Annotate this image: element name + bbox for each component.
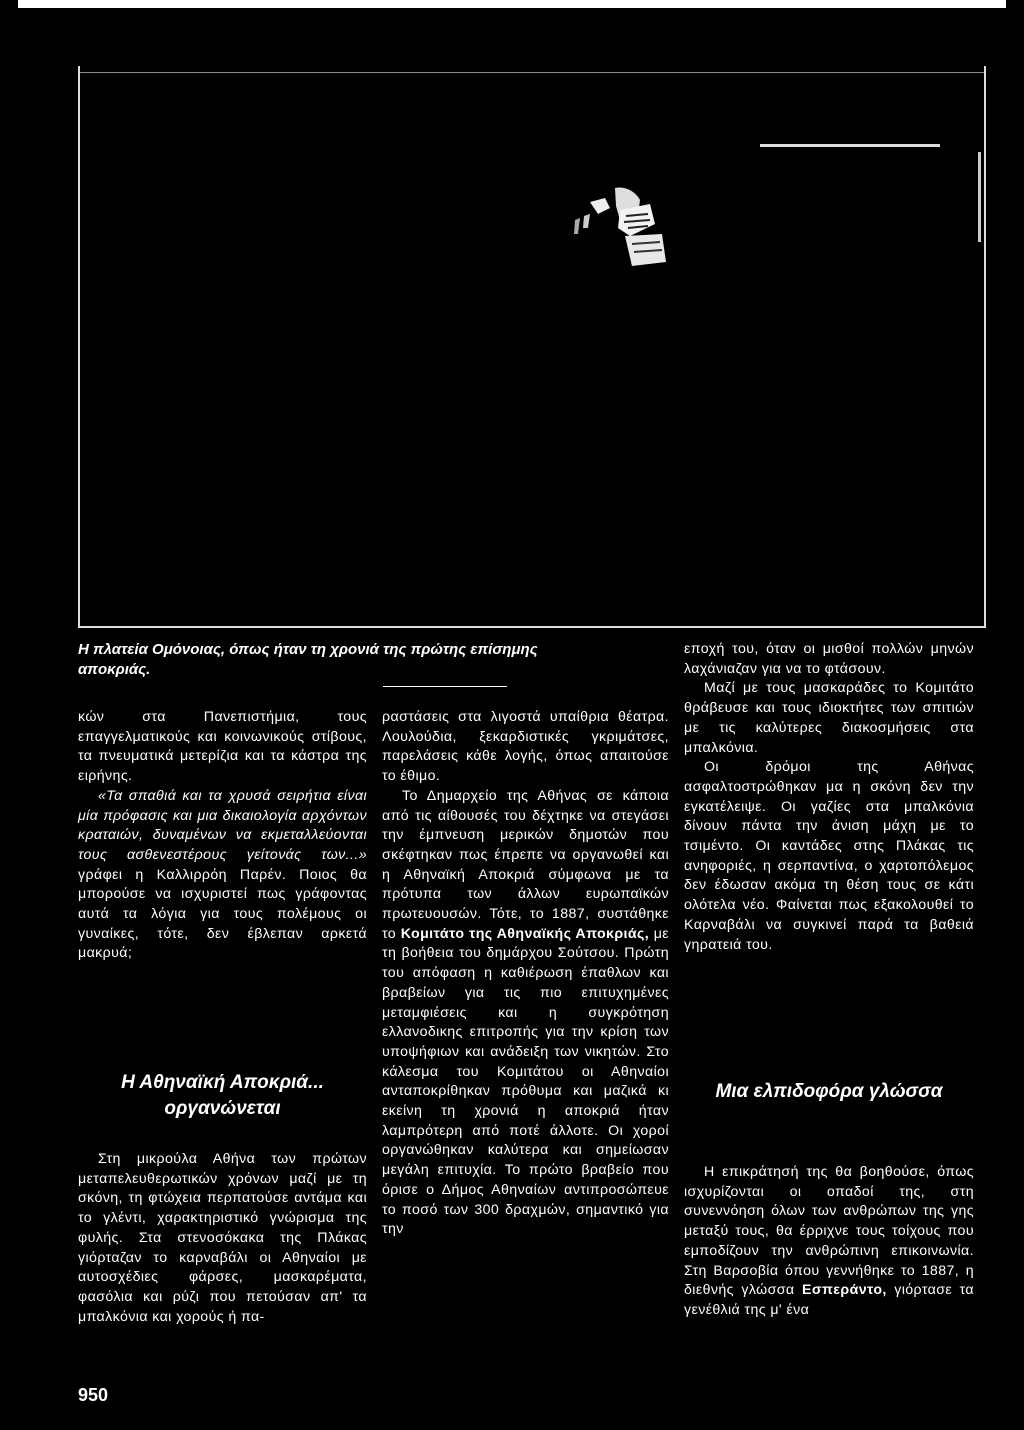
col1-paragraph-quote (78, 787, 367, 964)
page-number: 950 (78, 1385, 109, 1405)
section-heading-hopeful-language: Μια ελπιδοφόρα γλώσσα (715, 1081, 943, 1102)
photo-statue-fragment (520, 116, 680, 276)
paren-quote: «Τα σπαθιά και τα χρυσά σειρήτια είναι μία πρόφασις και μια δικαιολογία αρχόντων κραταιών, δυναμένων να εκμεταλλεύονται τους ασθενεστέρους γείτονάς των...» (78, 787, 367, 863)
col3-paragraph-3: Οι δρόμοι της Αθήνας ασφαλτοστρώθηκαν μα η σκόνη δεν την εγκατέλειψε. Οι γαζίες στα μπαλκόνια δίνουν πάντα την άνιση μάχη με το τσιμέντο. Οι καντάδες στης Πλάκας τις ανηφοριές, η σερπαντίνα, ο χαρτοπόλεμος δεν έδωσαν ακόμα τη θέση τους σε κάτι ολότελα νέο. Φαίνεται πως εξακολουθεί το Καρναβάλι να συγκινεί παρά τα βαθειά γηρατειά του. (684, 759, 974, 953)
col1-paragraph-2: Στη μικρούλα Αθήνα των πρώτων μεταπελευθερωτικών χρόνων μαζί με τη σκόνη, τη φτώχεια περπατούσε αντάμα και το γλέντι, χαρακτηριστικό γνώρισμα της φυλής. Στα στενοσόκακα της Πλάκας γιόρταζαν το καρναβάλι οι Αθηναίοι με αυτοσχέδιες φάρσες, μασκαρέματα, φασόλια και ρύζι που πετούσαν απ' τα μπαλκόνια και χορούς ή πα- (78, 1151, 367, 1325)
top-border-corner (1006, 0, 1024, 12)
committee-name: Κομιτάτο της Αθηναϊκής Αποκριάς, (400, 925, 650, 942)
quote-attribution: γράφει η Καλλιρρόη Παρέν. Ποιος θα μπορούσε να ισχυριστεί πως γράφοντας αυτά τα λόγια για τους πολέμους οι γυναίκες, τότε, δεν έβλεπαν αρκετά μακρυά; (78, 866, 367, 962)
col3-p4-start: Η επικράτησή της θα βοηθούσε, όπως ισχυρίζονται οι οπαδοί της, στη συνεννόηση όλων των ανθρώπων της γης μεταξύ τους, θα έρριχνε τους τοίχους που εμποδίζουν την ανθρώπινη επικοινωνία. Στη Βαρσοβία όπου γεννήθηκε το 1887, η διεθνής γλώσσα (684, 1164, 974, 1299)
esperanto-term: Εσπεράντο, (802, 1282, 887, 1299)
col3-p4-end: γιόρτασε τα γενέθλιά της μ' ένα (684, 1282, 975, 1318)
photo-edge-mark (978, 152, 981, 242)
photo-light-streak (760, 144, 940, 147)
historic-photo-omonoia (78, 66, 986, 628)
section-heading-athenian-carnival: Η Αθηναϊκή Αποκριά... οργανώνεται (121, 1072, 324, 1119)
col3-paragraph-1: εποχή του, όταν οι μισθοί πολλών μηνών λαχάνιαζαν για να το φτάσουν. (684, 641, 974, 677)
column-1 (78, 708, 367, 964)
top-border-bar (18, 0, 1006, 8)
column-2 (382, 708, 669, 1240)
photo-caption: Η πλατεία Ομόνοιας, όπως ήταν τη χρονιά της πρώτης επίσημης αποκριάς. (78, 641, 538, 678)
photo-top-edge (80, 72, 984, 73)
column-1-lower (78, 1150, 367, 1327)
column-3 (684, 640, 974, 955)
col1-paragraph-1: κών στα Πανεπιστήμια, τους επαγγελματικούς και κοινωνικούς στίβους, τα πνευματικά μετερίζια και τα κάστρα της ειρήνης. (78, 709, 367, 785)
top-border-strip (0, 0, 1024, 12)
caption-divider (383, 686, 507, 687)
col2-paragraph-1: ραστάσεις στα λιγοστά υπαίθρια θέατρα. Λουλούδια, ξεκαρδιστικές γκριμάτσες, παρελάσεις κάθε λογής, όπως απαιτούσε το έθιμο. (382, 709, 669, 785)
col3-paragraph-2: Μαζί με τους μασκαράδες το Κομιτάτο θράβευσε και τους ιδιοκτήτες των σπιτιών με τις καλύτερες διακοσμήσεις στα μπαλκόνια. (684, 680, 974, 756)
col2-paragraph-2 (382, 787, 669, 1240)
col2-p2-end: με τη βοήθεια του δημάρχου Σούτσου. Πρώτη του απόφαση η καθιέρωση έπαθλων και βραβείων για τις πιο επιτυχημένες μεταμφιέσεις και η συγκρότηση ελλανοδικης επιτροπής για την κρίση των υποψήφιων και ανάδειξη των νικητών. Στο κάλεσμα του Κομιτάτου οι Αθηναίοι ανταποκρίθηκαν πρόθυμα και μαζικά κι εκείνη τη χρονιά η αποκριά ήταν λαμπρότερη από ποτέ άλλοτε. Οι χοροί οργανώθηκαν καλύτερα και σημείωσαν μεγάλη επιτυχία. Το πρώτο βραβείο που όρισε ο Δήμος Αθηναίων αντιπροσώπευε το ποσό των 300 δραχμών, σημαντικό για την (382, 925, 670, 1238)
column-3-lower (684, 1163, 974, 1321)
col3-paragraph-4 (684, 1163, 974, 1321)
col2-p2-start: Το Δημαρχείο της Αθήνας σε κάποια από τις αίθουσές του δέχτηκε να στεγάσει την έμπνευση μερικών δημοτών που σκέφτηκαν πως έπρεπε να οργανωθεί και η Αθηναϊκή Αποκριά σύμφωνα με τα πρότυπα των άλλων ευρωπαϊκών πρωτευουσών. Τότε, το 1887, συστάθηκε το (382, 787, 669, 942)
